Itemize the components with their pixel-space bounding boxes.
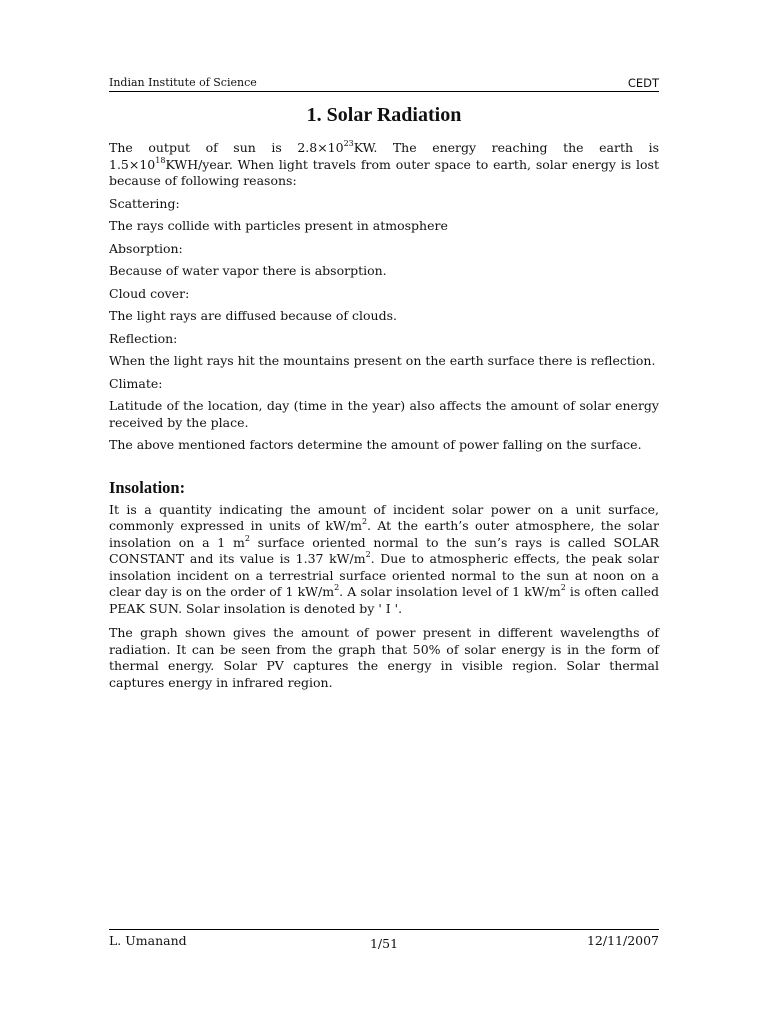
reason-text-cloud-cover: The light rays are diffused because of clouds.	[109, 308, 397, 323]
reason-heading-reflection: Reflection:	[109, 330, 178, 346]
page-header	[109, 76, 659, 92]
intro-paragraph: The output of sun is $2.8\times 10^{23}KW$. The energy reaching the earth is $1.5\times 10^{18}KWH$/year. When light travels from outer space to earth, solar energy is lost because of following reasons:	[109, 139, 659, 188]
reason-heading-climate: Climate:	[109, 375, 163, 391]
reason-text-reflection: When the light rays hit the mountains present on the earth surface there is reflection.	[109, 353, 656, 368]
footer-date: 12/11/2007	[586, 933, 659, 948]
reason-text-scattering: The rays collide with particles present in atmosphere	[109, 218, 448, 233]
footer-page-number: 1/51	[369, 936, 399, 951]
factors-summary: The above mentioned factors determine the amount of power falling on the surface.	[109, 437, 642, 452]
reason-text-climate: Latitude of the location, day (time in the year) also affects the amount of solar energy received by the place.	[109, 398, 659, 430]
reason-heading-absorption: Absorption:	[109, 240, 183, 256]
footer-author: L. Umanand	[109, 933, 187, 948]
graph-description-paragraph: The graph shown gives the amount of power present in different wavelengths of radiation. It can be seen from the graph that 50% of solar energy is in the form of thermal energy. Solar PV captures the energy in visible region. Solar thermal captures energy in infrared region.	[109, 625, 659, 690]
reason-heading-scattering: Scattering:	[109, 195, 180, 211]
insolation-heading: Insolation:	[109, 477, 186, 497]
header-institute: Indian Institute of Science	[109, 76, 257, 89]
page-title: 1. Solar Radiation	[306, 104, 462, 126]
header-department: CEDT	[627, 76, 659, 90]
document-page	[109, 0, 659, 1024]
reason-text-absorption: Because of water vapor there is absorption.	[109, 263, 387, 278]
page-footer	[109, 929, 659, 954]
main-content	[109, 140, 659, 691]
insolation-paragraph: It is a quantity indicating the amount of incident solar power on a unit surface, commonly expressed in units of $kW/m^2$. At the earth’s outer atmosphere, the solar insolation on a 1 $m^2$ surface oriented normal to the sun’s rays is called SOLAR CONSTANT and its value is 1.37 $kW/m^2$. Due to atmospheric effects, the peak solar insolation incident on a terrestrial surface oriented normal to the sun at noon on a clear day is on the order of 1 $kW/m^2$. A solar insolation level of 1 $kW/m^2$ is often called PEAK SUN. Solar insolation is denoted by ' I '.	[109, 501, 660, 616]
reason-heading-cloud-cover: Cloud cover:	[109, 285, 190, 301]
